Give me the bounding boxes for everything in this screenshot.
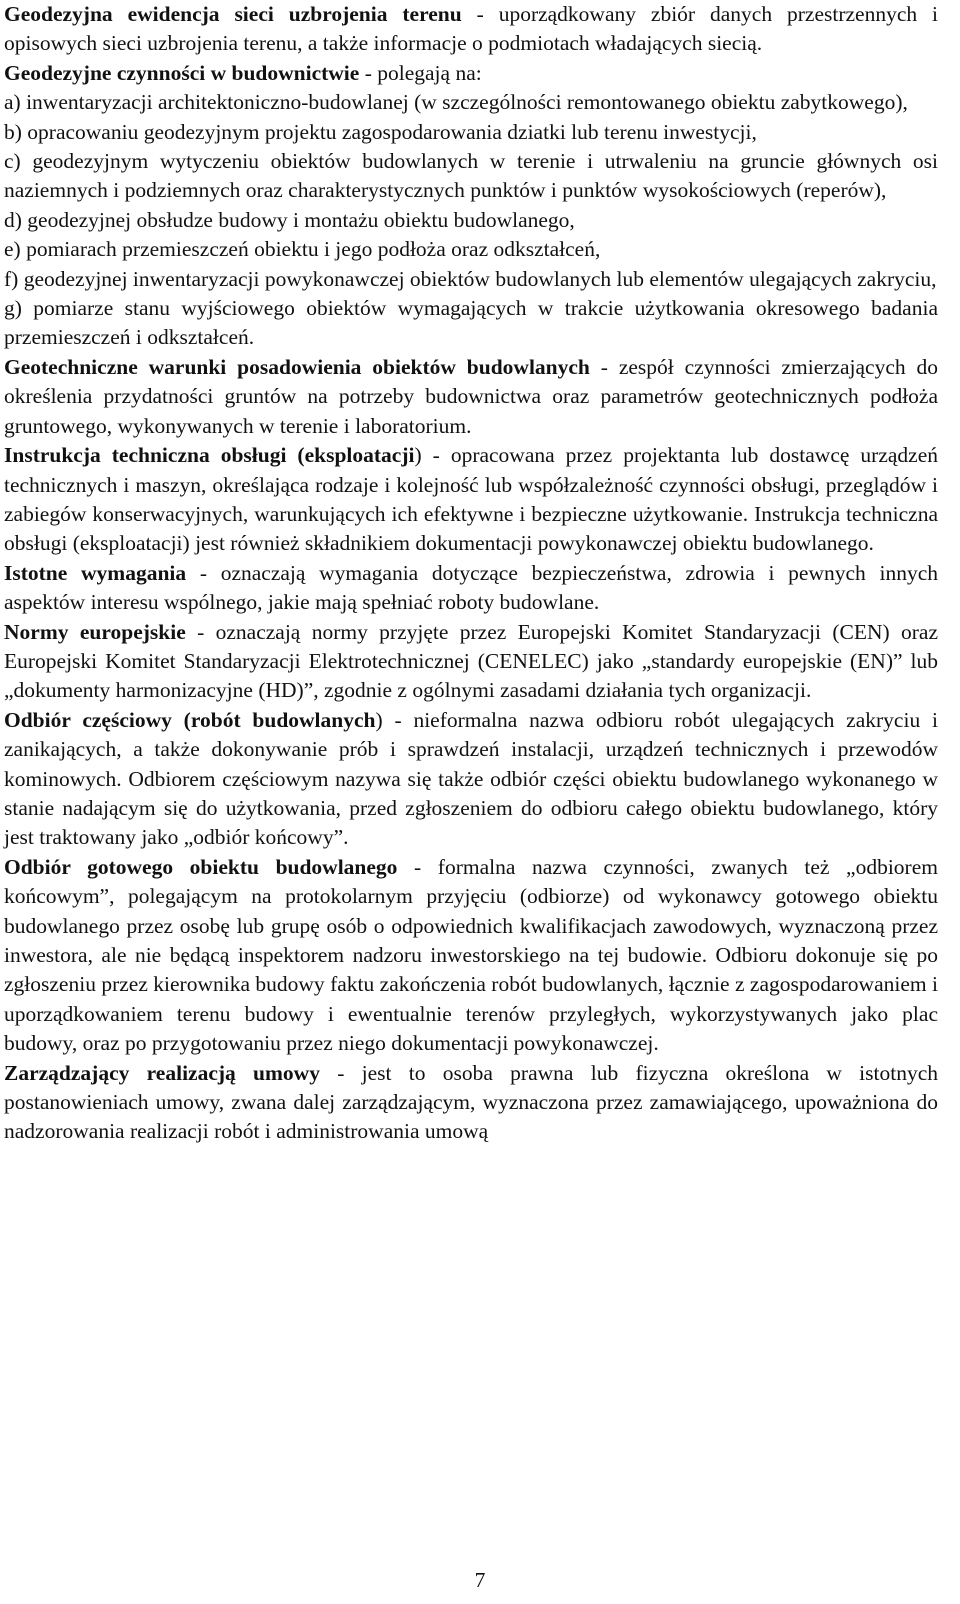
list-item-a — [4, 88, 938, 117]
definition-text: ) - nieformalna nazwa odbioru robót ulegających zakryciu i zanikających, a także dokonywanie prób i sprawdzeń instalacji, urządzeń technicznych i przewodów kominowych. Odbiorem częściowym nazywa się także odbiór części obiektu budowlanego wykonanego w stanie nadającym się do użytkowania, przed zgłoszeniem do odbioru całego obiektu budowlanego, który jest traktowany jako „odbiór końcowy”. — [4, 707, 938, 850]
definition-text: - oznaczają normy przyjęte przez Europejski Komitet Standaryzacji (CEN) oraz Europejski Komitet Standaryzacji Elektrotechnicznej (CENELEC) jako „standardy europejskie (EN)” lub „dokumenty harmonizacyjne (HD)”, zgodnie z ogólnymi zasadami działania tych organizacji. — [4, 619, 938, 703]
list-item-d — [4, 206, 938, 235]
list-item-text: e) pomiarach przemieszczeń obiektu i jego podłoża oraz odkształceń, — [4, 237, 601, 262]
term: Geotechniczne warunki posadowienia obiektów budowlanych — [4, 354, 590, 379]
list-item-text: f) geodezyjnej inwentaryzacji powykonawczej obiektów budowlanych lub elementów ulegających zakryciu, — [4, 266, 937, 291]
term: Odbiór gotowego obiektu budowlanego — [4, 854, 398, 879]
list-item-text: d) geodezyjnej obsłudze budowy i montażu obiektu budowlanego, — [4, 207, 575, 232]
definition-text: - zespół czynności zmierzających do określenia przydatności gruntów na potrzeby budownictwa oraz parametrów geotechnicznych podłoża gruntowego, wykonywanych w terenie i laboratorium. — [4, 354, 938, 438]
term: Instrukcja techniczna obsługi (eksploatacji — [4, 443, 415, 468]
term: Odbiór częściowy (robót budowlanych — [4, 707, 376, 732]
definition-geotechniczne-warunki — [4, 353, 938, 441]
definition-istotne-wymagania — [4, 559, 938, 618]
definition-text: - formalna nazwa czynności, zwanych też „odbiorem końcowym”, polegającym na protokolarnym przyjęciu (odbiorze) od wykonawcy gotowego obiektu budowlanego przez osobę lub grupę osób o odpowiednich kwalifikacjach zawodowych, wyznaczoną przez inwestora, ale nie będącą inspektorem nadzoru inwestorskiego na tej budowie. Odbioru dokonuje się po zgłoszeniu przez kierownika budowy faktu zakończenia robót budowlanych, łącznie z zagospodarowaniem i uporządkowaniem terenu budowy i ewentualnie terenów przyległych, wykorzystywanych jako plac budowy, oraz po przygotowaniu przez niego dokumentacji powykonawczej. — [4, 854, 938, 1056]
list-item-text: g) pomiarze stanu wyjściowego obiektów wymagających w trakcie użytkowania okresowego badania przemieszczeń i odkształceń. — [4, 296, 938, 350]
term: Zarządzający realizacją umowy — [4, 1060, 320, 1085]
list-item-c — [4, 147, 938, 206]
definition-geodezyjna-ewidencja — [4, 0, 938, 59]
document-page — [4, 0, 938, 1147]
term: Geodezyjne czynności w budownictwie — [4, 60, 360, 85]
definition-text: - uporządkowany zbiór danych przestrzennych i opisowych sieci uzbrojenia terenu, a także informacje o podmiotach władających siecią. — [4, 2, 938, 56]
list-item-text: a) inwentaryzacji architektoniczno-budowlanej (w szczególności remontowanego obiektu zabytkowego), — [4, 90, 908, 115]
term: Geodezyjna ewidencja sieci uzbrojenia terenu — [4, 2, 462, 26]
definition-text: - oznaczają wymagania dotyczące bezpieczeństwa, zdrowia i pewnych innych aspektów interesu wspólnego, jakie mają spełniać roboty budowlane. — [4, 560, 938, 615]
list-item-text: b) opracowaniu geodezyjnym projektu zagospodarowania dziatki lub terenu inwestycji, — [4, 119, 757, 144]
definition-odbior-czesciowy — [4, 706, 938, 853]
list-item-text: c) geodezyjnym wytyczeniu obiektów budowlanych w terenie i utrwaleniu na gruncie głównych osi naziemnych i podziemnych oraz charakterystycznych punktów i punktów wysokościowych (reperów), — [4, 149, 938, 203]
definition-odbior-gotowego-obiektu — [4, 853, 938, 1059]
definition-text: - jest to osoba prawna lub fizyczna określona w istotnych postanowieniach umowy, zwana dalej zarządzającym, wyznaczona przez zamawiającego, upoważniona do nadzorowania realizacji robót i administrowania umową — [4, 1060, 938, 1144]
definition-zarzadzajacy-realizacja — [4, 1059, 938, 1147]
list-item-e — [4, 235, 938, 264]
definition-geodezyjne-czynnosci — [4, 59, 938, 88]
definition-instrukcja-techniczna — [4, 441, 938, 559]
definition-text: - polegają na: — [359, 60, 482, 85]
definition-text: ) - opracowana przez projektanta lub dostawcę urządzeń technicznych i maszyn, określająca rodzaje i kolejność lub współzależność czynności obsługi, przeglądów i zabiegów konserwacyjnych, warunkujących ich efektywne i bezpieczne użytkowanie. Instrukcja techniczna obsługi (eksploatacji) jest również składnikiem dokumentacji powykonawczej obiektu budowlanego. — [4, 443, 938, 556]
term: Istotne wymagania — [4, 560, 187, 585]
list-item-b — [4, 118, 938, 147]
list-item-g — [4, 294, 938, 353]
term: Normy europejskie — [4, 619, 186, 644]
list-item-f — [4, 265, 938, 294]
page-number: 7 — [474, 1568, 486, 1592]
definition-normy-europejskie — [4, 618, 938, 706]
